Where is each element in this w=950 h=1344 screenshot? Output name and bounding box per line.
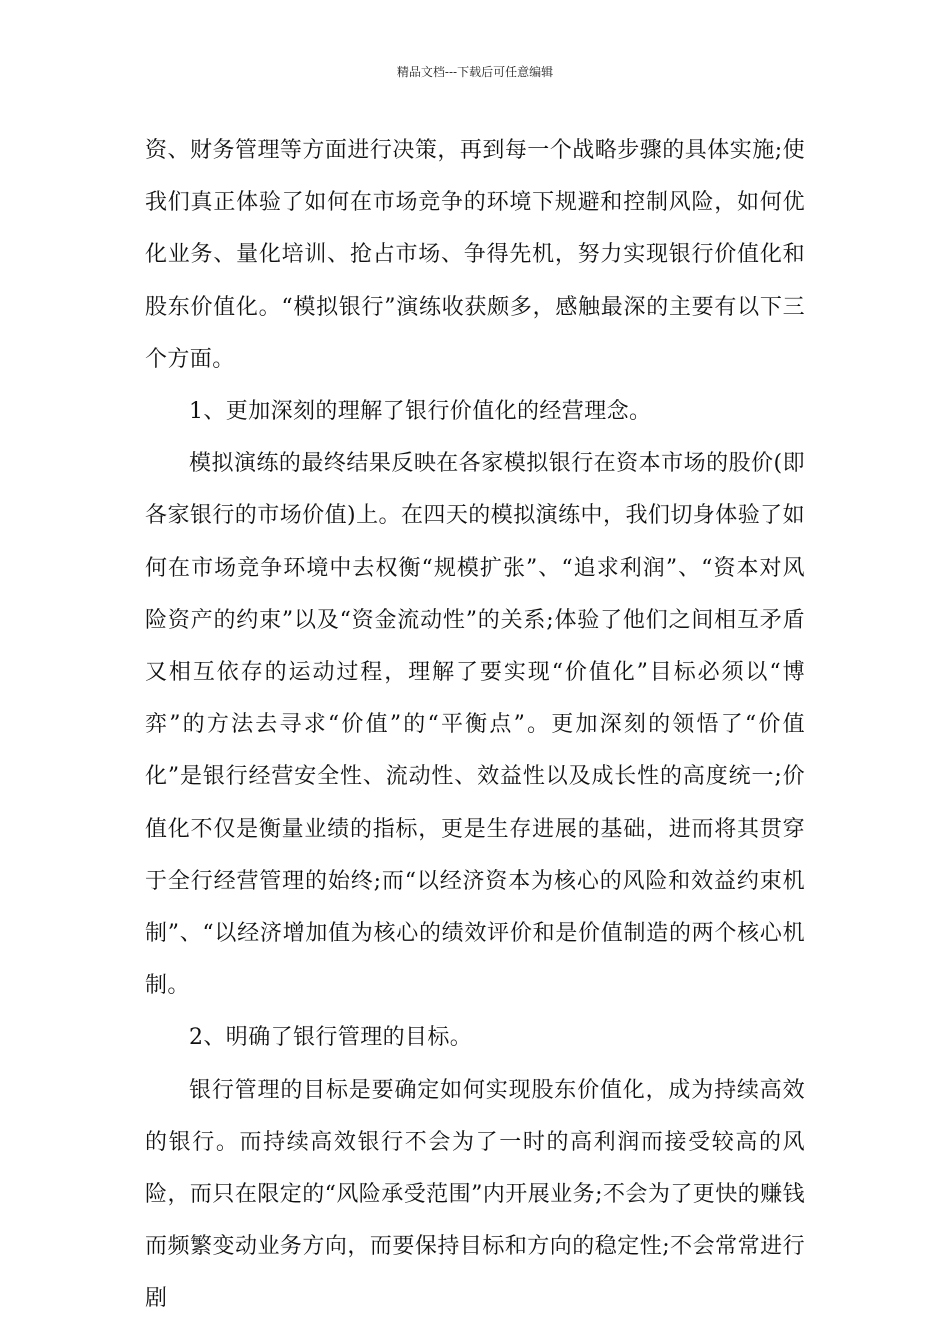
section-heading-2: 2、明确了银行管理的目标。 — [189, 1025, 473, 1051]
document-body — [145, 125, 805, 1326]
page-header: 精品文档---下载后可任意编辑 — [396, 65, 554, 79]
paragraph-value-maximization: 模拟演练的最终结果反映在各家模拟银行在资本市场的股价(即各家银行的市场价值)上。在四天的模拟演练中，我们切身体验了如何在市场竞争环境中去权衡“规模扩张”、“追求利润”、“资本对风险资产的约束”以及“资金流动性”的关系;体验了他们之间相互矛盾又相互依存的运动过程，理解了要实现“价值化”目标必须以“博弈”的方法去寻求“价值”的“平衡点”。更加深刻的领悟了“价值化”是银行经营安全性、流动性、效益性以及成长性的高度统一;价值化不仅是衡量业绩的指标，更是生存进展的基础，进而将其贯穿于全行经营管理的始终;而“以经济资本为核心的风险和效益约束机制”、“以经济增加值为核心的绩效评价和是价值制造的两个核心机制。 — [145, 451, 805, 999]
paragraph-management-goal: 银行管理的目标是要确定如何实现股东价值化，成为持续高效的银行。而持续高效银行不会为了一时的高利润而接受较高的风险，而只在限定的“风险承受范围”内开展业务;不会为了更快的赚钱而频繁变动业务方向，而要保持目标和方向的稳定性;不会常常进行剧 — [145, 1077, 805, 1312]
paragraph-continuation: 资、财务管理等方面进行决策，再到每一个战略步骤的具体实施;使我们真正体验了如何在市场竞争的环境下规避和控制风险，如何优化业务、量化培训、抢占市场、争得先机，努力实现银行价值化和股东价值化。“模拟银行”演练收获颇多，感触最深的主要有以下三个方面。 — [145, 138, 805, 372]
section-heading-1: 1、更加深刻的理解了银行价值化的经营理念。 — [189, 399, 652, 425]
